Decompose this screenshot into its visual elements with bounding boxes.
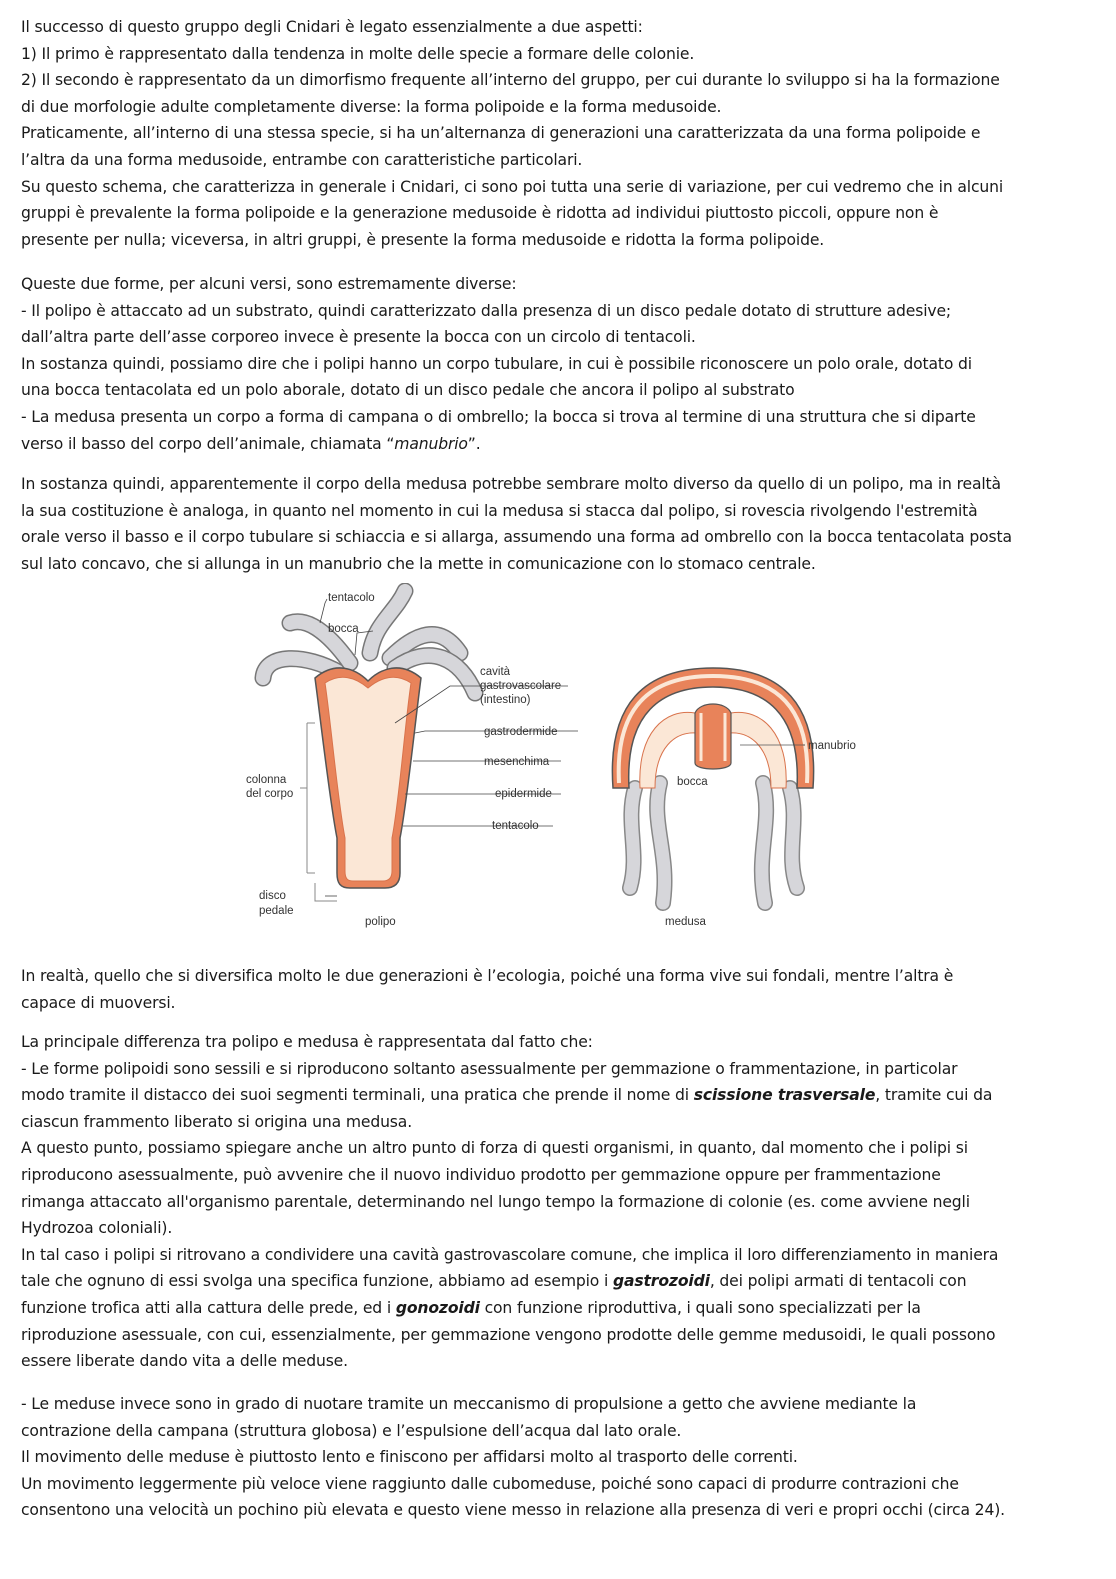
medusa-drawing bbox=[612, 668, 813, 903]
emphasis-term: manubrio bbox=[394, 434, 468, 453]
text-line bbox=[21, 1268, 1097, 1295]
label-mesenchima: mesenchima bbox=[484, 756, 550, 768]
text-span: , dei polipi armati di tentacoli con bbox=[709, 1272, 967, 1291]
text-line: A questo punto, possiamo spiegare anche un altro punto di forza di questi organismi, in quanto, dal momento che i polipi si bbox=[21, 1139, 968, 1158]
text-line: dall’altra parte dell’asse corporeo invece è presente la bocca con un circolo di tentacoli. bbox=[21, 328, 696, 347]
label-bocca-medusa: bocca bbox=[677, 776, 708, 788]
text-line: contrazione della campana (struttura globosa) e l’espulsione dell’acqua dal lato orale. bbox=[21, 1421, 682, 1440]
text-line: - La medusa presenta un corpo a forma di campana o di ombrello; la bocca si trova al termine di una struttura che si diparte bbox=[21, 407, 976, 426]
label-epidermide: epidermide bbox=[495, 788, 552, 800]
text-line: In realtà, quello che si diversifica molto le due generazioni è l’ecologia, poiché una forma vive sui fondali, mentre l’altra è bbox=[21, 967, 954, 985]
label-medusa: medusa bbox=[665, 916, 706, 928]
emphasis-term: gonozoidi bbox=[395, 1298, 480, 1317]
text-span: ”. bbox=[467, 434, 481, 453]
text-line: - Il polipo è attaccato ad un substrato, quindi caratterizzato dalla presenza di un disco pedale dotato di strutture adesive; bbox=[21, 301, 952, 320]
polyp-medusa-figure bbox=[245, 583, 865, 945]
text-line: 1) Il primo è rappresentato dalla tendenza in molte delle specie a formare delle colonie. bbox=[21, 44, 695, 63]
text-line: essere liberate dando vita a delle meduse. bbox=[21, 1352, 348, 1371]
medusae-paragraph bbox=[21, 1391, 1097, 1524]
text-line: una bocca tentacolata ed un polo aborale, dotato di un disco pedale che ancora il polipo al substrato bbox=[21, 381, 795, 400]
text-line: presente per nulla; viceversa, in altri gruppi, è presente la forma medusoide e ridotta la forma polipoide. bbox=[21, 230, 825, 249]
label-tentacolo-mid: tentacolo bbox=[492, 820, 539, 832]
label-cavita-1: cavità bbox=[480, 666, 511, 678]
emphasis-term: scissione trasversale bbox=[693, 1086, 876, 1105]
text-line: In tal caso i polipi si ritrovano a condividere una cavità gastrovascolare comune, che implica il loro differenziamento in maniera bbox=[21, 1245, 999, 1264]
text-line bbox=[21, 1082, 1097, 1109]
text-line: riproducono asessualmente, può avvenire che il nuovo individuo prodotto per gemmazione oppure per frammentazione bbox=[21, 1165, 941, 1184]
text-line: 2) Il secondo è rappresentato da un dimorfismo frequente all’interno del gruppo, per cui durante lo sviluppo si ha la formazione bbox=[21, 71, 1000, 90]
text-span: funzione trofica atti alla cattura delle prede, ed i bbox=[21, 1298, 396, 1317]
text-line: la sua costituzione è analoga, in quanto nel momento in cui la medusa si stacca dal polipo, si rovescia rivolgendo l'estremità bbox=[21, 501, 978, 520]
label-gastrodermide: gastrodermide bbox=[484, 726, 558, 738]
text-line: di due morfologie adulte completamente diverse: la forma polipoide e la forma medusoide. bbox=[21, 97, 722, 116]
label-bocca-top: bocca bbox=[328, 623, 359, 635]
text-line: rimanga attaccato all'organismo parentale, determinando nel lungo tempo la formazione di colonie (es. come avviene negli bbox=[21, 1192, 970, 1211]
text-line: Il movimento delle meduse è piuttosto lento e finiscono per affidarsi molto al trasporto delle correnti. bbox=[21, 1448, 798, 1467]
text-line: orale verso il basso e il corpo tubulare si schiaccia e si allarga, assumendo una forma ad ombrello con la bocca tentacolata posta bbox=[21, 528, 1012, 547]
text-line: Hydrozoa coloniali). bbox=[21, 1219, 173, 1238]
figure-svg bbox=[245, 583, 865, 945]
label-manubrio: manubrio bbox=[808, 740, 856, 752]
text-line: gruppi è prevalente la forma polipoide e la generazione medusoide è ridotta ad individui piuttosto piccoli, oppure non è bbox=[21, 204, 939, 223]
label-colonna-2: del corpo bbox=[246, 788, 294, 800]
text-line: In sostanza quindi, apparentemente il corpo della medusa potrebbe sembrare molto diverso da quello di un polipo, ma in realtà bbox=[21, 475, 1001, 493]
text-line bbox=[21, 1295, 1097, 1322]
analogy-paragraph bbox=[21, 471, 1097, 577]
text-span: , tramite cui da bbox=[875, 1086, 993, 1105]
text-span: con funzione riproduttiva, i quali sono specializzati per la bbox=[479, 1298, 921, 1317]
text-line: Su questo schema, che caratterizza in generale i Cnidari, ci sono poi tutta una serie di variazione, per cui vedremo che in alcuni bbox=[21, 177, 1004, 196]
polyp-drawing bbox=[263, 591, 475, 901]
label-tentacolo-top: tentacolo bbox=[328, 592, 375, 604]
text-line: Praticamente, all’interno di una stessa specie, si ha un’alternanza di generazioni una caratterizzata da una forma polipoide e bbox=[21, 124, 981, 143]
text-span: modo tramite il distacco dei suoi segmenti terminali, una pratica che prende il nome di bbox=[21, 1086, 694, 1105]
label-disco-1: disco bbox=[259, 890, 286, 902]
label-cavita-3: (intestino) bbox=[480, 694, 531, 706]
label-cavita-2: gastrovascolare bbox=[480, 680, 562, 692]
text-line: l’altra da una forma medusoide, entrambe con caratteristiche particolari. bbox=[21, 150, 583, 169]
difference-paragraph bbox=[21, 1029, 1097, 1375]
emphasis-term: gastrozoidi bbox=[612, 1272, 710, 1291]
text-line: sul lato concavo, che si allunga in un manubrio che la mette in comunicazione con lo stomaco centrale. bbox=[21, 554, 816, 573]
text-line bbox=[21, 431, 1097, 458]
text-span: tale che ognuno di essi svolga una specifica funzione, abbiamo ad esempio i bbox=[21, 1272, 613, 1291]
text-line: In sostanza quindi, possiamo dire che i polipi hanno un corpo tubulare, in cui è possibile riconoscere un polo orale, dotato di bbox=[21, 354, 972, 373]
ecology-paragraph bbox=[21, 963, 1097, 1016]
text-line: - Le meduse invece sono in grado di nuotare tramite un meccanismo di propulsione a getto che avviene mediante la bbox=[21, 1395, 917, 1413]
text-line: consentono una velocità un pochino più elevata e questo viene messo in relazione alla presenza di veri e propri occhi (circa 24). bbox=[21, 1501, 1005, 1520]
text-line: Queste due forme, per alcuni versi, sono estremamente diverse: bbox=[21, 275, 517, 293]
text-line: - Le forme polipoidi sono sessili e si riproducono soltanto asessualmente per gemmazione o frammentazione, in particolar bbox=[21, 1059, 958, 1078]
intro-paragraph bbox=[21, 14, 1097, 253]
text-line: La principale differenza tra polipo e medusa è rappresentata dal fatto che: bbox=[21, 1033, 593, 1051]
text-line: Il successo di questo gruppo degli Cnidari è legato essenzialmente a due aspetti: bbox=[21, 18, 643, 36]
text-span: verso il basso del corpo dell’animale, chiamata “ bbox=[21, 434, 395, 453]
text-line: riproduzione asessuale, con cui, essenzialmente, per gemmazione vengono prodotte delle gemme medusoidi, le quali possono bbox=[21, 1325, 996, 1344]
label-polipo: polipo bbox=[365, 916, 396, 928]
text-line: Un movimento leggermente più veloce viene raggiunto dalle cubomeduse, poiché sono capaci di produrre contrazioni che bbox=[21, 1474, 959, 1493]
label-disco-2: pedale bbox=[259, 905, 294, 917]
text-line: capace di muoversi. bbox=[21, 993, 176, 1012]
forms-paragraph bbox=[21, 271, 1097, 457]
text-line: ciascun frammento liberato si origina una medusa. bbox=[21, 1112, 412, 1131]
label-colonna-1: colonna bbox=[246, 774, 287, 786]
